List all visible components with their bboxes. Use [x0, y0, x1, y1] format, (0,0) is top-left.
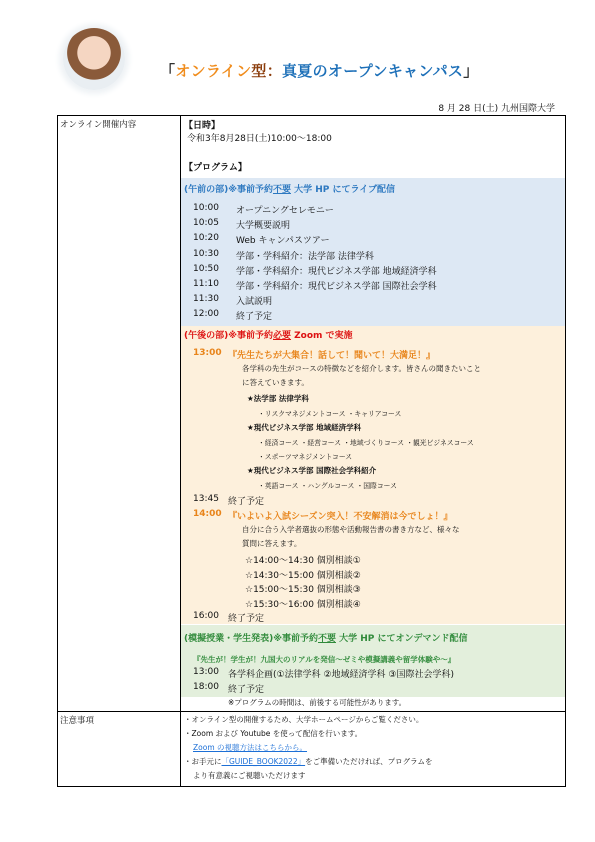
- morning-item-time: 10:05: [193, 218, 219, 229]
- morning-item-time: 12:00: [193, 309, 219, 320]
- dept-law-courses: ・リスクマネジメントコース ・キャリアコース: [258, 410, 402, 418]
- consultation-slot: ☆15:00～15:30 個別相談③: [245, 585, 361, 595]
- morning-heading-suffix: 大学 HP にてライブ配信: [291, 185, 395, 195]
- dept-international-courses: ・英語コース ・ハングルコース ・国際コース: [258, 482, 397, 490]
- morning-heading-prefix: (午前の部)※事前予約: [184, 185, 273, 195]
- morning-item-text: 入試説明: [236, 297, 273, 308]
- afternoon-heading: [184, 328, 353, 341]
- morning-item-time: 10:00: [193, 203, 219, 213]
- datetime-heading: 【日時】: [184, 121, 221, 131]
- datetime-value: 令和3年8月28日(土)10:00～18:00: [187, 134, 332, 144]
- guidebook-link[interactable]: 「GUIDE_BOOK2022」: [221, 757, 306, 766]
- morning-item-time: 10:20: [193, 233, 219, 244]
- morning-item-text: オープニングセレモニー: [236, 206, 334, 216]
- mock-item1-text: 各学科企画(①法律学科 ②地域経済学科 ③国際社会学科): [228, 670, 454, 680]
- afternoon-heading-prefix: (午後の部)※事前予約: [184, 331, 273, 341]
- dept-international: ★現代ビジネス学部 国際社会学科紹介: [247, 466, 377, 475]
- note-3-suffix: をご準備いただければ、プログラムを: [305, 757, 433, 766]
- label-notes: 注意事項: [60, 716, 95, 726]
- mock-heading: [184, 631, 468, 644]
- morning-heading-reservation: 不要: [272, 185, 291, 195]
- dept-regional-economy: ★現代ビジネス学部 地域経済学科: [247, 423, 362, 432]
- session2-end-text: 終了予定: [228, 614, 265, 624]
- session2-desc-line1: 自分に合う入学者選抜の形態や活動報告書の書き方など、様々な: [242, 525, 460, 534]
- mock-item2-time: 18:00: [193, 682, 219, 692]
- afternoon-heading-suffix: Zoom で実施: [291, 331, 353, 341]
- title-colon: ：: [266, 62, 282, 80]
- morning-item-text: 終了予定: [236, 312, 273, 323]
- mock-title: 『先生が！学生が！九国大のリアルを発信～ゼミや模擬講義や留学体験や～』: [193, 655, 456, 664]
- morning-item-time: 11:10: [193, 279, 219, 289]
- session2-desc-line2: 質問に答えます。: [242, 539, 302, 548]
- title-online: オンライン: [175, 62, 252, 80]
- morning-heading: [184, 182, 395, 195]
- morning-item-time: 10:50: [193, 263, 219, 274]
- session1-end-text: 終了予定: [228, 497, 265, 507]
- note-1: ・オンライン型の開催するため、大学ホームページからご覧ください。: [184, 715, 424, 724]
- title-type: 型: [251, 62, 267, 80]
- consultation-slot: ☆14:30～15:00 個別相談②: [245, 570, 361, 581]
- session2-time: 14:00: [193, 509, 222, 519]
- morning-item-text: 学部・学科紹介：現代ビジネス学部 国際社会学科: [236, 282, 437, 292]
- session2-end-time: 16:00: [193, 611, 219, 621]
- date-line: 8 月 28 日(土) 九州国際大学: [438, 104, 555, 114]
- table-row-divider: [57, 711, 566, 712]
- note-4: より有意義にご視聴いただけます: [193, 771, 306, 780]
- title-main: 真夏のオープンキャンパス: [282, 62, 464, 80]
- session1-time: 13:00: [193, 348, 222, 358]
- mock-heading-reservation: 不要: [317, 634, 336, 644]
- note-3-prefix: ・お手元に: [184, 757, 222, 766]
- note-2: ・Zoom および Youtube を使って配信を行います。: [184, 729, 363, 738]
- note-3: [184, 756, 433, 767]
- dept-regional-courses-line2: ・スポーツマネジメントコース: [258, 453, 353, 461]
- title-close-bracket: 」: [463, 62, 479, 80]
- consultation-slot: ☆15:30～16:00 個別相談④: [245, 599, 361, 610]
- mock-item2-text: 終了予定: [228, 685, 265, 695]
- afternoon-heading-reservation: 必要: [272, 331, 291, 341]
- session1-desc-line1: 各学科の先生がコースの特徴などを紹介します。皆さんの聞きたいこと: [242, 364, 482, 373]
- page-title: [160, 60, 479, 81]
- title-open-bracket: 「: [160, 62, 176, 80]
- program-heading: 【プログラム】: [184, 163, 247, 173]
- presenter-photo: [63, 28, 125, 90]
- label-online-content: オンライン開催内容: [60, 120, 137, 130]
- morning-item-time: 11:30: [193, 294, 219, 305]
- mock-item1-time: 13:00: [193, 667, 219, 677]
- morning-item-text: Web キャンパスツアー: [236, 236, 330, 247]
- session1-desc-line2: に答えていきます。: [242, 378, 309, 387]
- consultation-slot: ☆14:00～14:30 個別相談①: [245, 556, 361, 566]
- table-column-divider: [180, 115, 181, 787]
- session1-title: 『先生たちが大集合！話して！聞いて！大満足！』: [228, 351, 436, 361]
- program-time-note: ※プログラムの時間は、前後する可能性があります。: [228, 698, 407, 707]
- morning-item-text: 学部・学科紹介：法学部 法律学科: [236, 251, 374, 262]
- morning-item-time: 10:30: [193, 248, 219, 259]
- session1-end-time: 13:45: [193, 494, 219, 504]
- dept-law: ★法学部 法律学科: [247, 394, 309, 403]
- dept-regional-courses-line1: ・経済コース ・経営コース ・地域づくりコース ・観光ビジネスコース: [258, 439, 474, 447]
- mock-heading-prefix: (模擬授業・学生発表)※事前予約: [184, 634, 318, 644]
- morning-item-text: 大学概要説明: [236, 221, 291, 232]
- morning-item-text: 学部・学科紹介：現代ビジネス学部 地域経済学科: [236, 266, 437, 277]
- session2-title: 『いよいよ入試シーズン突入！不安解消は今でしょ！』: [228, 512, 453, 522]
- zoom-guide-link[interactable]: Zoom の視聴方法はこちらから。: [193, 743, 308, 752]
- mock-heading-suffix: 大学 HP にてオンデマンド配信: [336, 634, 468, 644]
